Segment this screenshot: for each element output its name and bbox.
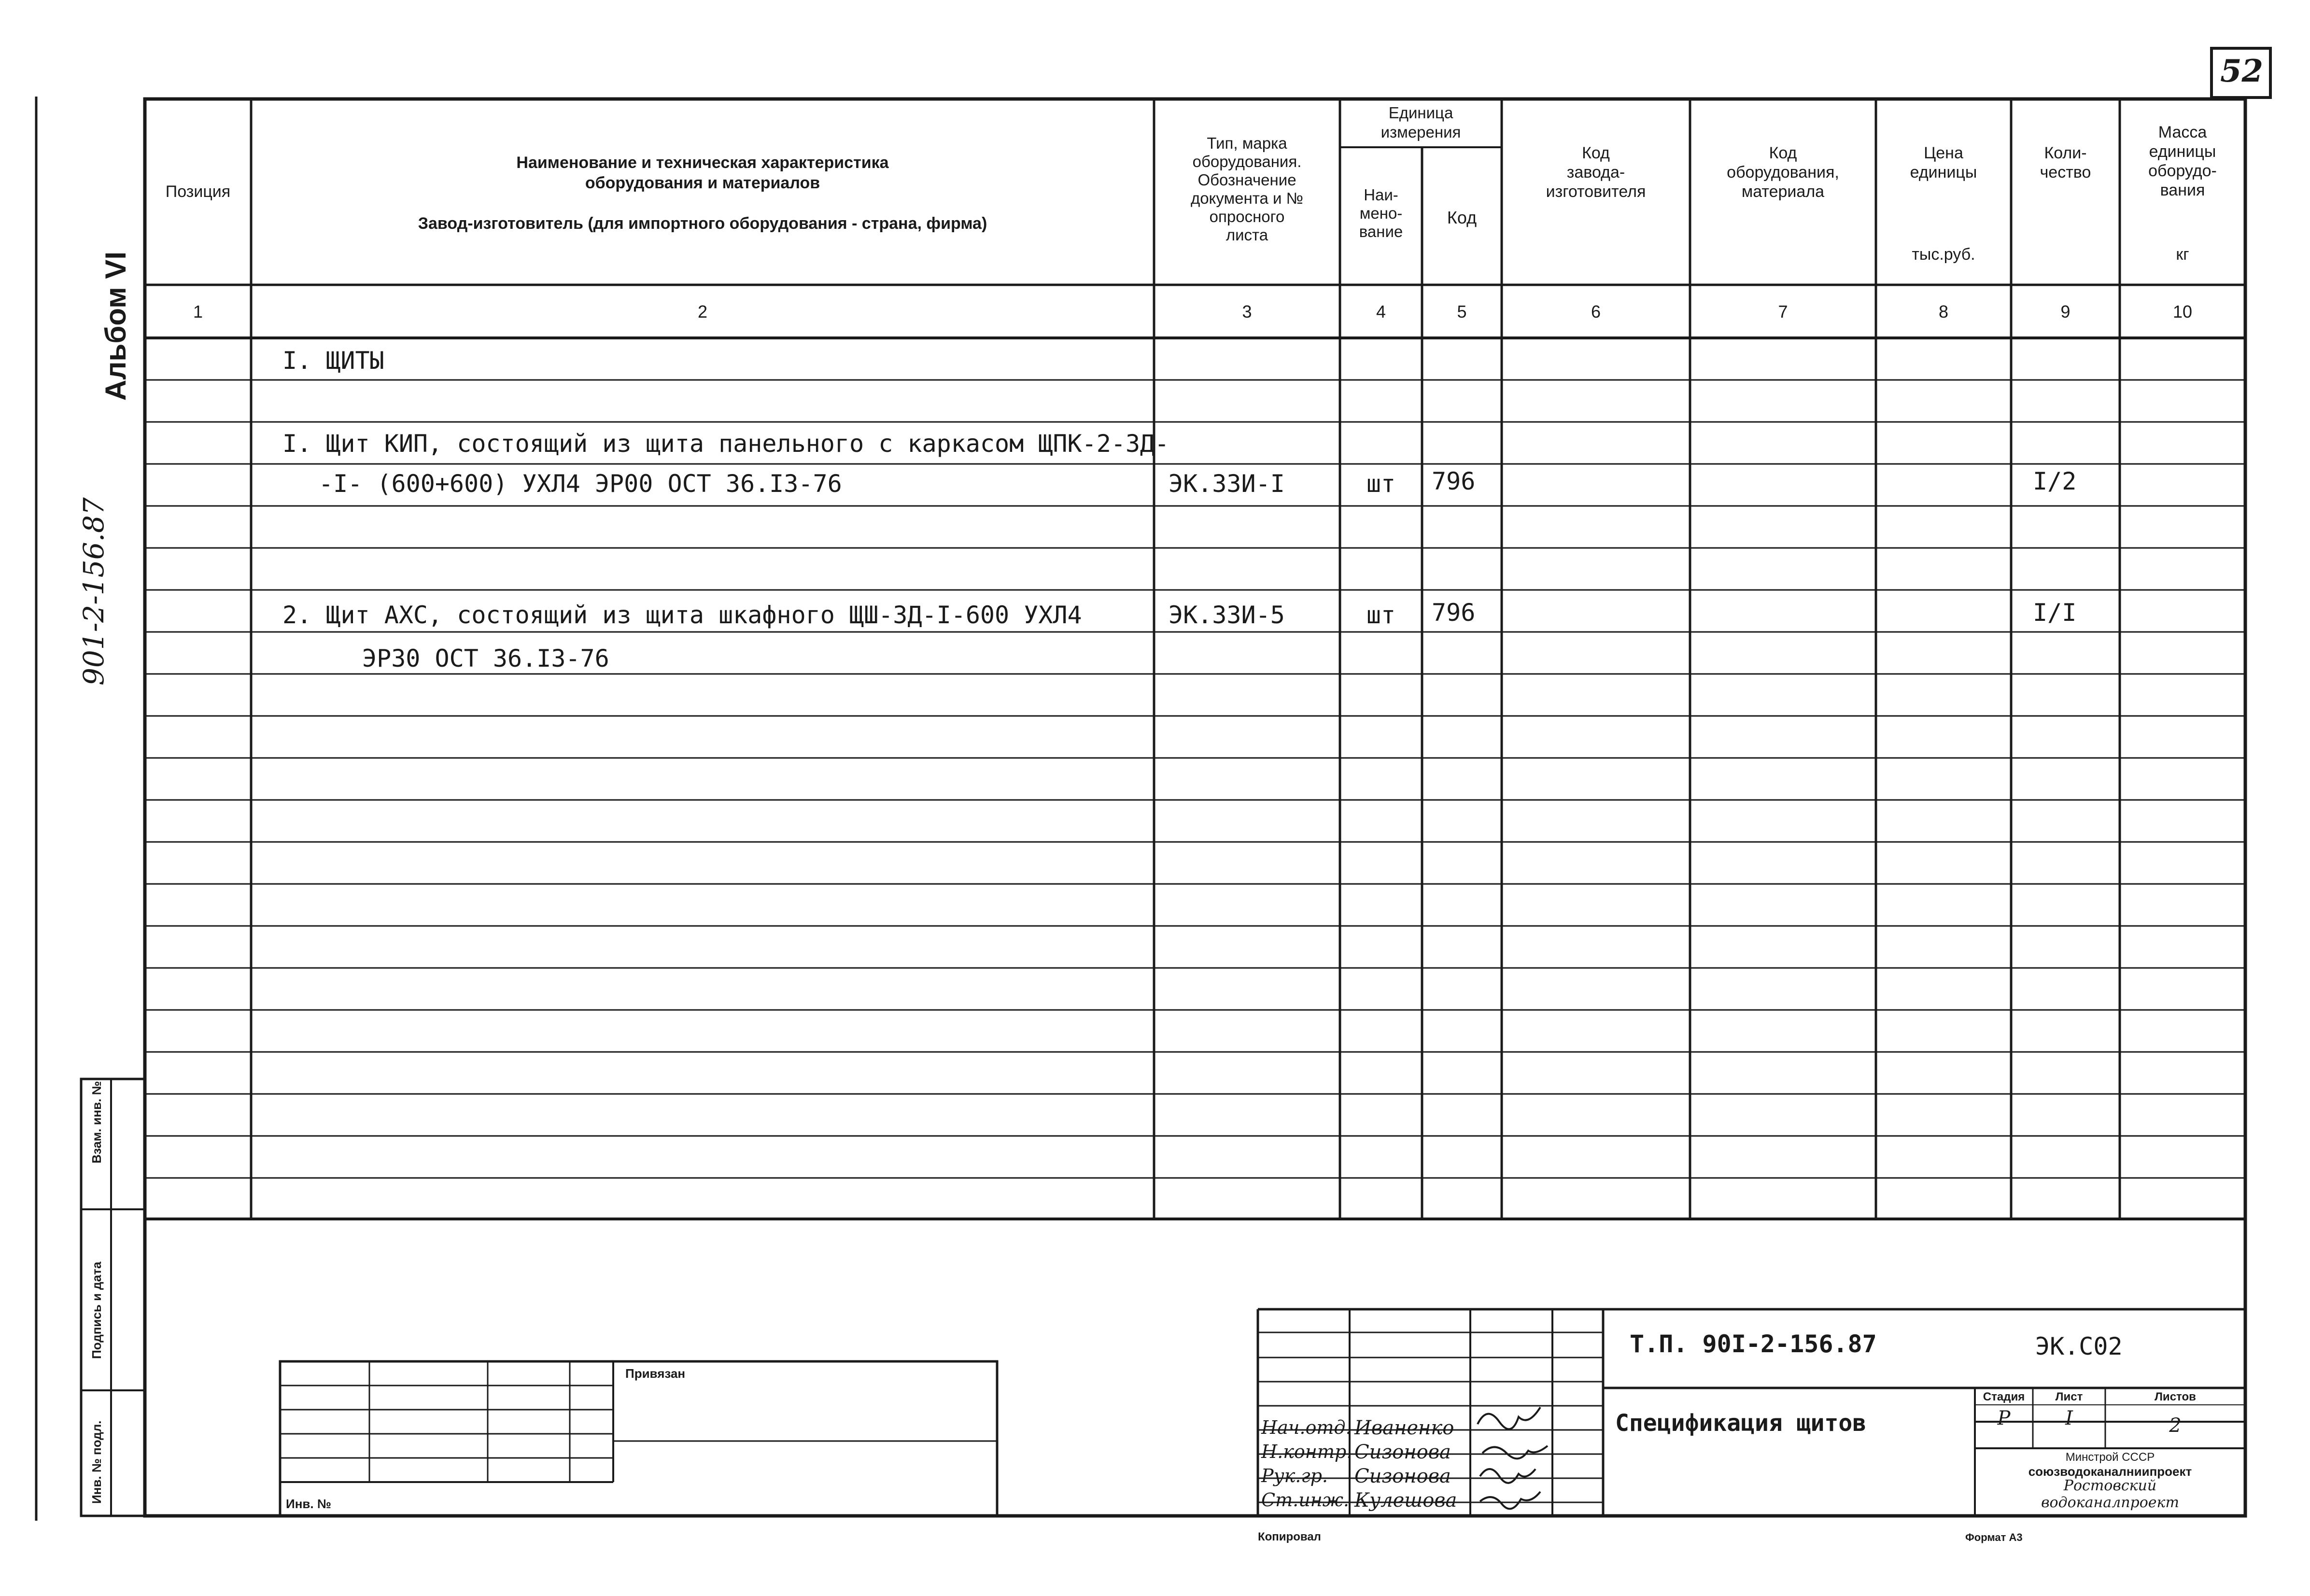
tp-number: Т.П. 90I-2-156.87: [1630, 1330, 1877, 1358]
header-mass-l3: оборудо-: [2148, 162, 2217, 180]
col-number-3: 3: [1242, 302, 1252, 322]
col-number-4: 4: [1376, 302, 1386, 322]
org-line-4: водоканалпроект: [2041, 1494, 2179, 1511]
field-vzam-inv: Взам. инв. №: [89, 1081, 104, 1163]
header-price-unit: тыс.руб.: [1912, 245, 1975, 264]
col-number-10: 10: [2172, 302, 2193, 322]
header-price-l2: единицы: [1910, 163, 1977, 182]
header-type-l1: Тип, марка: [1207, 134, 1287, 152]
col-number-9: 9: [2060, 302, 2071, 322]
album-label: Альбом VI: [99, 252, 132, 401]
item1-quantity: I/2: [2033, 467, 2077, 495]
sheets-value: 2: [2169, 1414, 2182, 1437]
role-norm-control: Н.контр.: [1261, 1441, 1352, 1462]
header-mass-l2: единицы: [2149, 142, 2216, 161]
field-signature-date: Подпись и дата: [89, 1261, 104, 1359]
document-code: ЭК.С02: [2035, 1332, 2123, 1360]
sheet-label: Лист: [2055, 1390, 2083, 1403]
col-number-7: 7: [1778, 302, 1788, 322]
item1-unit-code: 796: [1432, 467, 1476, 495]
header-name-l1: Наименование и техническая характеристика: [516, 154, 889, 172]
header-type-l2: оборудования.: [1192, 153, 1302, 170]
col-number-2: 2: [697, 302, 708, 322]
header-qty-l1: Коли-: [2044, 144, 2087, 162]
header-equip-code-l2: оборудования,: [1727, 163, 1839, 182]
header-name-l3: Завод-изготовитель (для импортного оборудования - страна, фирма): [418, 214, 987, 233]
name-sizonova-1: Сизонова: [1354, 1441, 1451, 1463]
header-factory-code-l1: Код: [1582, 144, 1610, 162]
header-unit-name-l3: вание: [1359, 223, 1403, 240]
section-title: I. ЩИТЫ: [282, 347, 384, 375]
header-equip-code-l3: материала: [1741, 182, 1825, 201]
header-unit-name-l1: Наи-: [1364, 186, 1398, 204]
item2-type: ЭК.33И-5: [1169, 601, 1285, 629]
item1-description-l1: I. Щит КИП, состоящий из щита панельного с каркасом ЩПК-2-3Д-: [282, 430, 1169, 458]
col-number-8: 8: [1938, 302, 1949, 322]
inv-number-label: Инв. №: [286, 1497, 331, 1511]
header-qty-l2: чество: [2040, 163, 2091, 182]
header-unit-l2: измерения: [1380, 123, 1461, 141]
item2-description-l1: 2. Щит АХС, состоящий из щита шкафного ЩШ-3Д-I-600 УХЛ4: [282, 601, 1082, 629]
header-type-l5: опросного: [1209, 208, 1285, 225]
kopiroval-label: Копировал: [1258, 1530, 1321, 1543]
item2-unit-code: 796: [1432, 599, 1476, 627]
header-mass-l4: вания: [2160, 181, 2205, 199]
header-unit-l1: Единица: [1388, 104, 1453, 122]
name-sizonova-2: Сизонова: [1354, 1465, 1451, 1487]
header-position: Позиция: [165, 182, 231, 201]
signature-marks: [1478, 1407, 1548, 1509]
item1-unit: шт: [1366, 470, 1396, 498]
header-unit-code: Код: [1447, 208, 1477, 227]
header-mass-l1: Масса: [2158, 123, 2207, 141]
field-inv-podl: Инв. № подл.: [89, 1420, 104, 1504]
header-type-l4: документа и №: [1190, 189, 1304, 207]
document-title: Спецификация щитов: [1615, 1410, 1867, 1437]
item2-unit: шт: [1366, 601, 1396, 629]
sheets-label: Листов: [2155, 1390, 2196, 1403]
header-type-l6: листа: [1225, 226, 1268, 244]
col-number-5: 5: [1457, 302, 1467, 322]
name-ivanenko: Иваненко: [1354, 1417, 1454, 1439]
col-number-1: 1: [193, 302, 203, 322]
item1-type: ЭК.33И-I: [1169, 470, 1285, 498]
role-head-dept: Нач.отд.: [1261, 1417, 1352, 1438]
stage-value: Р: [1997, 1407, 2011, 1429]
item1-description-l2: -I- (600+600) УХЛ4 ЭР00 ОСТ 36.I3-76: [319, 470, 842, 498]
role-senior-engineer: Ст.инж.: [1261, 1489, 1349, 1511]
header-factory-code-l2: завода-: [1566, 163, 1625, 182]
org-line-1: Минстрой СССР: [2065, 1451, 2155, 1464]
header-type-l3: Обозначение: [1197, 171, 1296, 189]
name-kuleshova: Кулешова: [1354, 1489, 1457, 1512]
item2-quantity: I/I: [2033, 599, 2077, 627]
role-group-lead: Рук.гр.: [1261, 1465, 1328, 1486]
stage-label: Стадия: [1983, 1390, 2025, 1403]
page-number: 52: [2220, 53, 2264, 89]
item2-description-l2: ЭР30 ОСТ 36.I3-76: [362, 644, 609, 672]
side-doc-number: 901-2-156.87: [77, 497, 110, 686]
header-factory-code-l3: изготовителя: [1546, 182, 1646, 201]
org-line-2: союзводоканалниипроект: [2028, 1464, 2192, 1479]
header-unit-name-l2: мено-: [1359, 204, 1403, 222]
header-mass-unit: кг: [2176, 245, 2189, 264]
format-label: Формат А3: [1965, 1531, 2023, 1543]
col-number-6: 6: [1591, 302, 1601, 322]
header-price-l1: Цена: [1924, 144, 1963, 162]
sheet-value: I: [2065, 1407, 2073, 1429]
header-equip-code-l1: Код: [1769, 144, 1797, 162]
org-line-3: Ростовский: [2063, 1477, 2157, 1494]
header-name-l2: оборудования и материалов: [585, 174, 820, 192]
privyazan-label: Привязан: [625, 1366, 686, 1381]
